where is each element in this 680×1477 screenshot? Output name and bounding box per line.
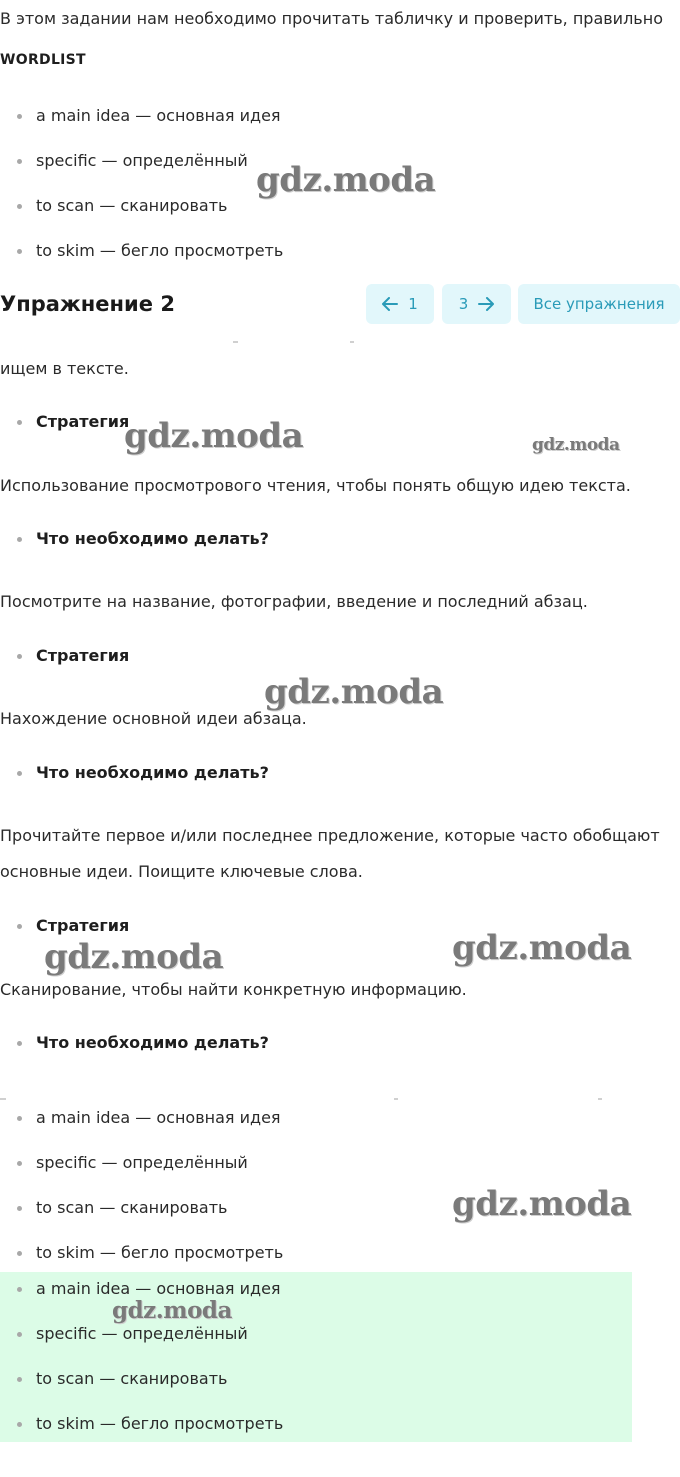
strategy-text: Сканирование, чтобы найти конкретную информацию. [0, 980, 467, 999]
bullet [17, 771, 22, 776]
arrow-left-icon [382, 297, 398, 311]
bullet [17, 420, 22, 425]
next-exercise-label: 3 [458, 295, 469, 313]
partial-line: ищем в тексте. [0, 359, 129, 378]
todo-label: Что необходимо делать? [36, 1033, 269, 1052]
wordlist-item: specific — определённый [36, 1324, 248, 1343]
bullet [17, 204, 22, 209]
cut-line-fragment [233, 341, 238, 343]
watermark: gdz.moda [44, 937, 224, 977]
cut-line-fragment [0, 1098, 6, 1100]
bullet [17, 1041, 22, 1046]
watermark: gdz.moda [256, 160, 436, 200]
arrow-right-icon [478, 297, 494, 311]
all-exercises-button[interactable]: Все упражнения [518, 284, 680, 324]
strategy-label: Стратегия [36, 916, 130, 935]
bullet [17, 1287, 22, 1292]
bullet [17, 924, 22, 929]
wordlist-item: to skim — бегло просмотреть [36, 1414, 284, 1433]
todo-text: Посмотрите на название, фотографии, введение и последний абзац. [0, 592, 588, 611]
wordlist-item: to scan — сканировать [36, 1369, 228, 1388]
todo-label: Что необходимо делать? [36, 763, 269, 782]
prev-exercise-button[interactable] [366, 284, 434, 324]
bullet [17, 1422, 22, 1427]
wordlist-item: a main idea — основная идея [36, 1279, 281, 1298]
prev-exercise-label: 1 [408, 295, 418, 313]
next-exercise-button[interactable] [442, 284, 511, 324]
bullet [17, 537, 22, 542]
wordlist-item: specific — определённый [36, 151, 248, 170]
intro-text: В этом задании нам необходимо прочитать табличку и проверить, правильно [0, 9, 663, 28]
bullet [17, 249, 22, 254]
bullet [17, 654, 22, 659]
watermark: gdz.moda [124, 416, 304, 456]
todo-text: основные идеи. Поищите ключевые слова. [0, 862, 363, 881]
bullet [17, 1161, 22, 1166]
bullet [17, 159, 22, 164]
bullet [17, 1206, 22, 1211]
todo-text: Прочитайте первое и/или последнее предложение, которые часто обобщают [0, 826, 660, 845]
cut-line-fragment [598, 1098, 602, 1100]
exercise-title: Упражнение 2 [0, 292, 175, 316]
watermark: gdz.moda [452, 928, 632, 968]
watermark: gdz.moda [452, 1184, 632, 1224]
bullet [17, 114, 22, 119]
watermark: gdz.moda [112, 1297, 232, 1324]
wordlist-item: a main idea — основная идея [36, 1108, 281, 1127]
todo-label: Что необходимо делать? [36, 529, 269, 548]
cut-line-fragment [350, 341, 354, 343]
bullet [17, 1377, 22, 1382]
wordlist-item: specific — определённый [36, 1153, 248, 1172]
cut-line-fragment [394, 1098, 398, 1100]
wordlist-item: to scan — сканировать [36, 1198, 228, 1217]
strategy-label: Стратегия [36, 646, 130, 665]
wordlist-item: to skim — бегло просмотреть [36, 241, 284, 260]
watermark: gdz.moda [264, 672, 444, 712]
strategy-text: Нахождение основной идеи абзаца. [0, 709, 307, 728]
bullet [17, 1251, 22, 1256]
wordlist-item: a main idea — основная идея [36, 106, 281, 125]
bullet [17, 1332, 22, 1337]
wordlist-title: WORDLIST [0, 52, 86, 68]
strategy-label: Стратегия [36, 412, 130, 431]
bullet [17, 1116, 22, 1121]
strategy-text: Использование просмотрового чтения, чтобы понять общую идею текста. [0, 476, 631, 495]
wordlist-item: to skim — бегло просмотреть [36, 1243, 284, 1262]
wordlist-item: to scan — сканировать [36, 196, 228, 215]
watermark: gdz.moda [532, 435, 620, 455]
